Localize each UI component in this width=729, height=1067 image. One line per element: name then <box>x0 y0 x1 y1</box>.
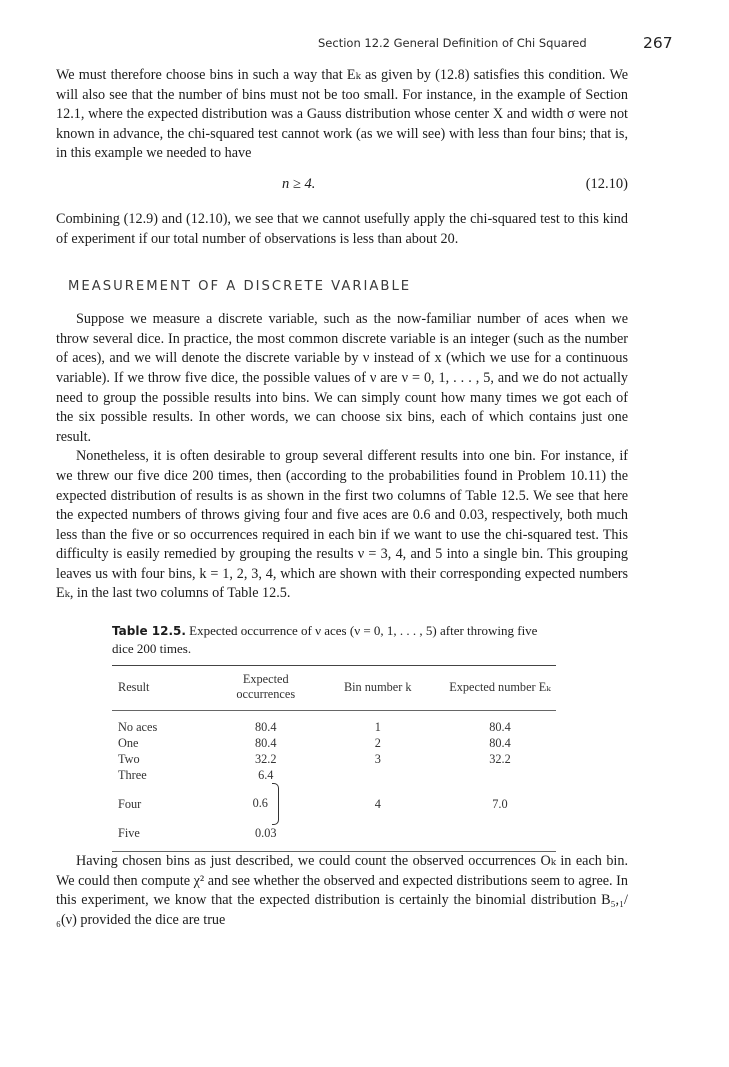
table-row <box>112 783 556 825</box>
cell-result: No aces <box>118 720 158 735</box>
equation-body: n ≥ 4. <box>282 175 316 192</box>
table-row <box>112 711 556 736</box>
page-body <box>56 66 628 930</box>
grouping-brace <box>272 783 279 825</box>
cell-result: One <box>118 736 139 751</box>
cell-expected-occurrences-value: 0.6 <box>252 795 268 810</box>
cell-bin-number <box>312 825 444 852</box>
equation-12-10 <box>56 172 628 200</box>
table-row <box>112 735 556 751</box>
cell-expected-occurrences <box>220 783 312 825</box>
cell-expected-number: 80.4 <box>489 720 511 735</box>
col-header-result: Result <box>112 666 220 711</box>
cell-expected-occurrences: 0.03 <box>220 825 312 852</box>
col-header-bin-number: Bin number k <box>312 666 444 711</box>
paragraph-4: Nonetheless, it is often desirable to group several different results into one bin. For instance, if we threw our five dice 200 times, then (according to the probabilities found in Problem 10.11) the expected distribution of results is as shown in the first two columns of Table 12.5. We see that here the expected numbers of throws giving four and five aces are 0.6 and 0.03, respectively, both much less than the five or so occurrences required in each bin if we want to use the chi-squared test. This difficulty is easily remedied by grouping the results ν = 3, 4, and 5 into a single bin. This grouping leaves us with four bins, k = 1, 2, 3, 4, which are shown with their corresponding expected numbers Eₖ, in the last two columns of Table 12.5. <box>56 448 628 602</box>
col-header-expected-occurrences: Expected occurrences <box>220 666 312 711</box>
cell-bin-number: 2 <box>374 736 381 751</box>
cell-result: Two <box>118 752 140 767</box>
table-row <box>112 767 556 783</box>
paragraph-5: Having chosen bins as just described, we could count the observed occurrences Oₖ in each bin. We could then compute χ² and see whether the observed and expected distributions seem to agree. In this experiment, we know that the expected distribution is certainly the binomial distribution B₅,₁/₆(ν) provided the dice are true <box>56 853 628 928</box>
cell-result: Three <box>118 768 147 783</box>
table-12-5 <box>112 622 556 852</box>
running-head-section: Section 12.2 General Definition of Chi Squared <box>318 36 587 50</box>
cell-expected-number <box>444 767 556 783</box>
paragraph-2: Combining (12.9) and (12.10), we see that we cannot usefully apply the chi-squared test to this kind of experiment if our total number of observations is less than about 20. <box>56 210 628 247</box>
cell-bin-number: 1 <box>374 720 381 735</box>
table-label: Table 12.5. <box>112 624 186 639</box>
col-header-expected-number: Expected number Eₖ <box>444 666 556 711</box>
section-heading: MEASUREMENT OF A DISCRETE VARIABLE <box>68 279 412 295</box>
equation-number: (12.10) <box>585 175 628 192</box>
table-caption <box>112 622 556 657</box>
cell-result: Five <box>112 825 220 852</box>
cell-expected-occurrences: 80.4 <box>254 720 277 735</box>
cell-bin-number: 3 <box>374 752 381 767</box>
cell-expected-number <box>444 825 556 852</box>
cell-expected-occurrences: 80.4 <box>254 736 277 751</box>
cell-expected-occurrences: 6.4 <box>258 768 274 783</box>
cell-result: Four <box>118 797 142 812</box>
table-row <box>112 751 556 767</box>
cell-expected-occurrences: 32.2 <box>254 752 277 767</box>
table-header-row <box>112 666 556 711</box>
table-caption-text: Expected occurrence of ν aces (ν = 0, 1, . . . , 5) after throwing five dice 200 times. <box>112 623 538 657</box>
paragraph-1: We must therefore choose bins in such a way that Eₖ as given by (12.8) satisfies this condition. We will also see that the number of bins must not be too small. For instance, in the example of Section 12.1, where the expected distribution was a Gauss distribution whose center X and width σ were not known in advance, the chi-squared test cannot work (as we will see) with less than four bins; that is, in this example we needed to have <box>56 67 628 162</box>
cell-bin-number: 4 <box>374 797 381 812</box>
cell-expected-number: 80.4 <box>489 736 511 751</box>
paragraph-3: Suppose we measure a discrete variable, such as the now-familiar number of aces when we throw several dice. In practice, the most common discrete variable is an integer (such as the number of aces), and we will denote the discrete variable by ν instead of x (which we use for a continuous variable). If we throw five dice, the possible values of ν are ν = 0, 1, . . . , 5, and we do not actually need to group the possible results into bins. We can simply count how many times we got each of the six possible results. In other words, we can choose six bins, each of which contains just one result. <box>56 311 628 445</box>
cell-expected-number: 7.0 <box>492 797 508 812</box>
cell-bin-number <box>312 767 444 783</box>
table-row <box>112 825 556 852</box>
running-head <box>0 34 729 54</box>
page-number: 267 <box>643 34 673 52</box>
data-table <box>112 665 556 852</box>
cell-expected-number: 32.2 <box>489 752 511 767</box>
